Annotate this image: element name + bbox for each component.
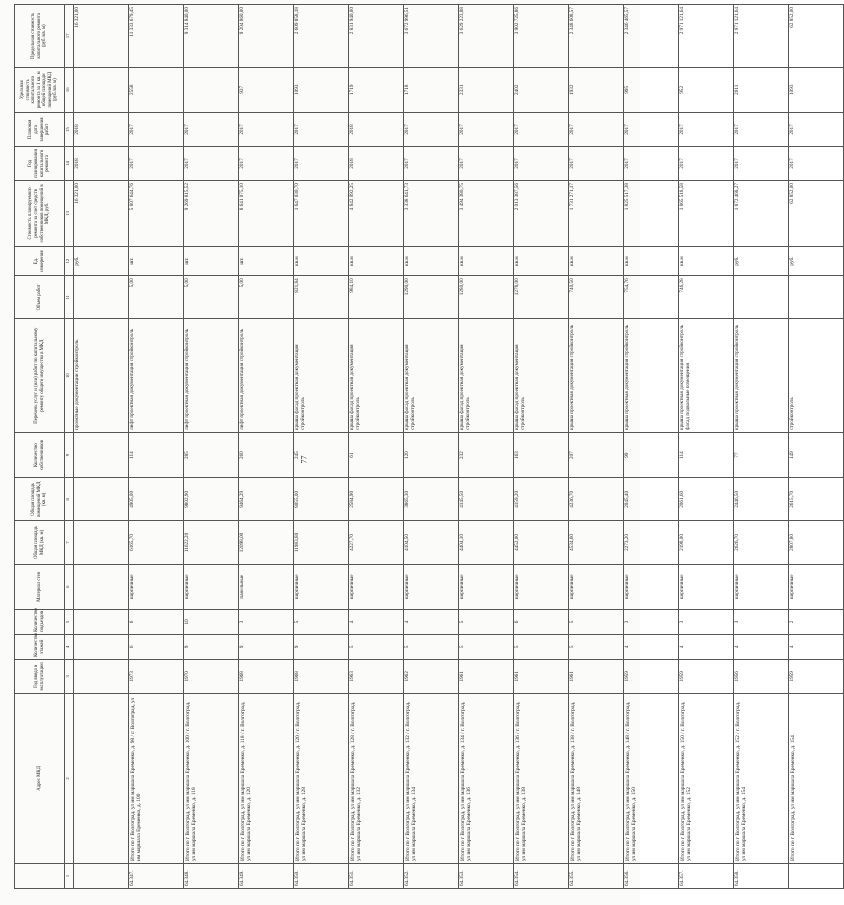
walls-cell: кирпичные <box>734 564 789 609</box>
volume-cell <box>74 276 129 319</box>
entrances-cell: 5 <box>569 609 624 634</box>
walls-cell: кирпичные <box>569 564 624 609</box>
entrances-cell: 4 <box>349 609 404 634</box>
walls-cell: кирпичные <box>294 564 349 609</box>
limit-cost-cell: 9 204 860,00 <box>239 5 294 68</box>
floors-cell: 4 <box>624 634 679 659</box>
walls-cell: кирпичные <box>514 564 569 609</box>
volume-cell: 746,28 <box>679 276 734 319</box>
limit-cost-cell: 2 346 465,57 <box>624 5 679 68</box>
year-repair-cell: 2018 <box>349 146 404 180</box>
limit-cost-cell: 11 333 679,45 <box>129 5 184 68</box>
header-no <box>15 864 65 889</box>
address-cell: Итого по г Волгоград, ул им маршала Еременко, д. 138 / г. Волгоград, ул им маршала Еременко, д. 148 <box>569 693 624 863</box>
works-cell: крыша проектная документация стройконтроль фасад подвальные помещения <box>679 319 734 432</box>
unit-cell: кв.м <box>624 246 679 276</box>
area-premises-cell: 2446,50 <box>734 478 789 521</box>
area-total-cell: 4452,00 <box>514 521 569 564</box>
year-repair-cell: 2017 <box>679 146 734 180</box>
plan-date-cell: 2017 <box>514 112 569 146</box>
cost-cell: 3 338 641,73 <box>404 181 459 247</box>
floors-cell: 5 <box>404 634 459 659</box>
row-number: 64.348. <box>184 864 239 889</box>
volume-cell: 754,76 <box>624 276 679 319</box>
header-unit: Ед. измерения <box>15 246 65 276</box>
specific-cost-cell: 1719 <box>349 67 404 112</box>
table-row <box>129 5 184 889</box>
unit-cell: кв.м <box>349 246 404 276</box>
address-cell: Итого по г Волгоград, ул им маршала Еременко, д. 154 <box>789 693 844 863</box>
specific-cost-cell: 1093 <box>294 67 349 112</box>
row-number <box>74 864 129 889</box>
unit-cell: шт. <box>184 246 239 276</box>
address-cell: Итого по г Волгоград, ул им маршала Еременко, д. 148 / г. Волгоград, ул им маршала Еременко, д. 150 <box>624 693 679 863</box>
works-cell: крыша фасад проектная документация стройконтроль <box>459 319 514 432</box>
floors-cell: 9 <box>184 634 239 659</box>
area-total-cell: 11983,80 <box>294 521 349 564</box>
row-number: 64.347. <box>129 864 184 889</box>
unit-cell: кв.м <box>459 246 514 276</box>
address-cell: Итого по г Волгоград, ул им маршала Еременко, д. 134 / г. Волгоград, ул им маршала Еременко, д. 136 <box>459 693 514 863</box>
volume-cell: 984,10 <box>349 276 404 319</box>
header-address: Адрес МКД <box>15 693 65 863</box>
table-row <box>624 5 679 889</box>
works-cell: крыша проектная документация стройконтроль <box>734 319 789 432</box>
column-number: 11 <box>65 276 74 319</box>
column-number-row <box>65 5 74 889</box>
walls-cell: кирпичные <box>624 564 679 609</box>
works-cell: крыша фасад проектная документация стройконтроль <box>349 319 404 432</box>
volume-cell: 5,00 <box>184 276 239 319</box>
walls-cell: кирпичные <box>184 564 239 609</box>
table-header-row <box>15 5 65 889</box>
area-premises-cell <box>74 478 129 521</box>
column-number: 3 <box>65 659 74 693</box>
area-premises-cell: 8055,00 <box>294 478 349 521</box>
plan-date-cell: 2017 <box>679 112 734 146</box>
limit-cost-cell: 2 971 121,64 <box>679 5 734 68</box>
year-cell <box>74 659 129 693</box>
volume-cell: 740,50 <box>569 276 624 319</box>
year-repair-cell: 2017 <box>789 146 844 180</box>
owners-cell: 149 <box>789 432 844 477</box>
column-number: 5 <box>65 609 74 634</box>
cost-cell: 16 321,00 <box>74 181 129 247</box>
column-number: 1 <box>65 864 74 889</box>
year-cell: 1961 <box>514 659 569 693</box>
area-total-cell: 4104,50 <box>404 521 459 564</box>
limit-cost-cell: 62 852,00 <box>789 5 844 68</box>
plan-date-cell: 2017 <box>459 112 514 146</box>
column-number: 14 <box>65 146 74 180</box>
walls-cell: кирпичные <box>404 564 459 609</box>
row-number: 64.352. <box>404 864 459 889</box>
area-total-cell: 2198,00 <box>679 521 734 564</box>
address-cell: Итого по г Волгоград, ул им маршала Еременко, д. 118 / г. Волгоград, ул им маршала Еременко, д. 120 <box>239 693 294 863</box>
table-row <box>239 5 294 889</box>
floors-cell: 9 <box>239 634 294 659</box>
row-number: 64.356. <box>624 864 679 889</box>
plan-date-cell: 2018 <box>74 112 129 146</box>
area-premises-cell: 4905,00 <box>129 478 184 521</box>
table-row <box>404 5 459 889</box>
owners-cell <box>74 432 129 477</box>
row-number: 64.349. <box>239 864 294 889</box>
walls-cell: кирпичные <box>679 564 734 609</box>
year-cell: 1968 <box>294 659 349 693</box>
limit-cost-cell: 2 971 121,64 <box>734 5 789 68</box>
floors-cell: 4 <box>789 634 844 659</box>
column-number: 7 <box>65 521 74 564</box>
address-cell: Итого по г Волгоград, ул им маршала Еременко, д. 152 / г. Волгоград, ул им маршала Еременко, д. 154 <box>734 693 789 863</box>
entrances-cell: 10 <box>184 609 239 634</box>
area-total-cell: 6165,70 <box>129 521 184 564</box>
owners-cell: 61 <box>349 432 404 477</box>
volume-cell <box>789 276 844 319</box>
year-repair-cell: 2017 <box>459 146 514 180</box>
volume-cell: 5,00 <box>239 276 294 319</box>
table-row <box>679 5 734 889</box>
column-number: 6 <box>65 564 74 609</box>
page-number: 77 <box>299 455 309 464</box>
owners-cell: 120 <box>404 432 459 477</box>
entrances-cell: 4 <box>404 609 459 634</box>
works-cell: лифт проектная документация стройконтроль <box>184 319 239 432</box>
area-premises-cell: 2584,90 <box>349 478 404 521</box>
walls-cell: кирпичные <box>349 564 404 609</box>
limit-cost-cell: 2 831 940,00 <box>349 5 404 68</box>
specific-cost-cell: 1718 <box>404 67 459 112</box>
unit-cell: руб. <box>734 246 789 276</box>
walls-cell: кирпичные <box>459 564 514 609</box>
address-cell <box>74 693 129 863</box>
entrances-cell: 2 <box>789 609 844 634</box>
row-number <box>789 864 844 889</box>
header-limit-cost: Предельная стоимость капитального ремонта (руб./кв. м) <box>15 5 65 68</box>
unit-cell: кв.м <box>294 246 349 276</box>
works-cell: лифт проектная документация стройконтроль <box>129 319 184 432</box>
cost-cell: 1 647 030,70 <box>294 181 349 247</box>
floors-cell: 6 <box>129 634 184 659</box>
address-cell: Итого по г Волгоград, ул им маршала Еременко, д. 136 / г. Волгоград, ул им маршала Еременко, д. 138 <box>514 693 569 863</box>
entrances-cell: 3 <box>734 609 789 634</box>
floors-cell: 4 <box>679 634 734 659</box>
walls-cell: кирпичные <box>789 564 844 609</box>
owners-cell: 245 <box>294 432 349 477</box>
rotated-table-wrapper <box>14 4 796 889</box>
header-area-premises: Общая площадь помещений МКД (кв. м) <box>15 478 65 521</box>
area-total-cell: 2807,80 <box>789 521 844 564</box>
unit-cell: кв.м <box>404 246 459 276</box>
limit-cost-cell: 3 902 725,86 <box>514 5 569 68</box>
area-total-cell: 4404,10 <box>459 521 514 564</box>
cost-cell: 1 865 518,58 <box>679 181 734 247</box>
unit-cell: кв.м <box>514 246 569 276</box>
plan-date-cell: 2017 <box>569 112 624 146</box>
works-cell: крыша фасад проектная документация стройконтроль <box>404 319 459 432</box>
plan-date-cell: 2017 <box>734 112 789 146</box>
header-works: Перечень услуг и (или) работ по капитальному ремонту общего имущества в МКД <box>15 319 65 432</box>
volume-cell <box>734 276 789 319</box>
plan-date-cell: 2017 <box>404 112 459 146</box>
address-cell: Итого по г Волгоград, ул им маршала Еременко, д. 98 / г. Волгоград, ул им маршала Еременко, д. 100 <box>129 693 184 863</box>
row-number: 64.358. <box>734 864 789 889</box>
column-number: 15 <box>65 112 74 146</box>
plan-date-cell: 2018 <box>349 112 404 146</box>
entrances-cell: 5 <box>459 609 514 634</box>
header-entrances: Количество подъездов <box>15 609 65 634</box>
plan-date-cell: 2017 <box>129 112 184 146</box>
year-cell: 1968 <box>239 659 294 693</box>
area-premises-cell: 4145,50 <box>459 478 514 521</box>
limit-cost-cell: 16 321,00 <box>74 5 129 68</box>
header-specific-cost: Удельная стоимость капитального ремонта за 1 кв. м общей площади помещений МКД (руб./кв. м) <box>15 67 65 112</box>
entrances-cell <box>74 609 129 634</box>
plan-date-cell: 2017 <box>789 112 844 146</box>
area-total-cell: 2626,70 <box>734 521 789 564</box>
column-number: 12 <box>65 246 74 276</box>
area-total-cell: 4534,60 <box>569 521 624 564</box>
works-cell: крыша фасад проектная документация стройконтроль <box>294 319 349 432</box>
table-row <box>184 5 239 889</box>
unit-cell: кв.м <box>569 246 624 276</box>
owners-cell: 114 <box>129 432 184 477</box>
table-row <box>734 5 789 889</box>
cost-cell: 1 825 517,38 <box>624 181 679 247</box>
entrances-cell: 6 <box>129 609 184 634</box>
column-number: 16 <box>65 67 74 112</box>
unit-cell: шт. <box>239 246 294 276</box>
owners-cell: 207 <box>569 432 624 477</box>
table-row <box>349 5 404 889</box>
owners-cell: 285 <box>184 432 239 477</box>
header-volume: Объем работ <box>15 276 65 319</box>
area-premises-cell: 2045,40 <box>624 478 679 521</box>
area-total-cell: 4227,70 <box>349 521 404 564</box>
address-cell: Итого по г Волгоград, ул им маршала Еременко, д. 128 / г. Волгоград, ул им маршала Еременко, д. 132 <box>349 693 404 863</box>
area-total-cell <box>74 521 129 564</box>
entrances-cell: 5 <box>294 609 349 634</box>
plan-date-cell: 2017 <box>184 112 239 146</box>
cost-cell: 9 269 815,52 <box>184 181 239 247</box>
column-number: 13 <box>65 181 74 247</box>
floors-cell: 5 <box>459 634 514 659</box>
year-cell: 1970 <box>184 659 239 693</box>
cost-cell: 2 013 387,56 <box>514 181 569 247</box>
specific-cost-cell: 937 <box>239 67 294 112</box>
plan-date-cell: 2017 <box>239 112 294 146</box>
floors-cell: 5 <box>349 634 404 659</box>
column-number: 8 <box>65 478 74 521</box>
specific-cost-cell <box>74 67 129 112</box>
year-repair-cell: 2017 <box>734 146 789 180</box>
area-total-cell: 12098,00 <box>239 521 294 564</box>
cost-cell: 5 807 644,76 <box>129 181 184 247</box>
header-floors: Количество этажей <box>15 634 65 659</box>
header-area-total: Общая площадь МКД (кв. м) <box>15 521 65 564</box>
year-cell: 1959 <box>789 659 844 693</box>
owners-cell: 163 <box>514 432 569 477</box>
year-repair-cell: 2017 <box>404 146 459 180</box>
year-cell: 1956 <box>734 659 789 693</box>
works-cell: крыша проектная документация стройконтроль <box>624 319 679 432</box>
column-number: 9 <box>65 432 74 477</box>
header-year: Год ввода в эксплуатацию <box>15 659 65 693</box>
area-premises-cell: 2061,60 <box>679 478 734 521</box>
table-row <box>74 5 129 889</box>
works-cell: стройконтроль <box>789 319 844 432</box>
area-premises-cell: 4236,70 <box>569 478 624 521</box>
header-cost: Стоимость планируемого ремонта за счет средств собственников помещений в МКД, руб. <box>15 181 65 247</box>
cost-cell: 1 731 271,17 <box>569 181 624 247</box>
limit-cost-cell: 2 348 608,57 <box>569 5 624 68</box>
address-cell: Итого по г Волгоград, ул им маршала Еременко, д. 100 / г. Волгоград, ул им маршала Еременко, д. 118 <box>184 693 239 863</box>
entrances-cell: 3 <box>624 609 679 634</box>
cost-cell: 3 494 380,75 <box>459 181 514 247</box>
floors-cell: 5 <box>569 634 624 659</box>
entrances-cell: 3 <box>239 609 294 634</box>
area-premises-cell: 3865,30 <box>404 478 459 521</box>
works-cell: проектные документации стройконтроль <box>74 319 129 432</box>
year-repair-cell: 2017 <box>514 146 569 180</box>
specific-cost-cell: 2011 <box>734 67 789 112</box>
year-cell: 1961 <box>459 659 514 693</box>
area-total-cell: 11622,20 <box>184 521 239 564</box>
volume-cell: 1290,00 <box>404 276 459 319</box>
unit-cell: кв.м <box>679 246 734 276</box>
area-total-cell: 2273,20 <box>624 521 679 564</box>
plan-date-cell: 2017 <box>294 112 349 146</box>
volume-cell: 1280,00 <box>459 276 514 319</box>
entrances-cell: 6 <box>514 609 569 634</box>
limit-cost-cell: 9 314 840,00 <box>184 5 239 68</box>
header-walls: Материал стен <box>15 564 65 609</box>
walls-cell: панельные <box>239 564 294 609</box>
volume-cell: 821,84 <box>294 276 349 319</box>
area-premises-cell: 9464,29 <box>239 478 294 521</box>
works-cell: лифт проектная документация стройконтроль <box>239 319 294 432</box>
address-cell: Итого по г Волгоград, ул им маршала Еременко, д. 150 / г. Волгоград, ул им маршала Еременко, д. 152 <box>679 693 734 863</box>
table-row <box>514 5 569 889</box>
header-plan-date: Плановая дата завершения работ <box>15 112 65 146</box>
cost-cell: 4 842 092,25 <box>349 181 404 247</box>
area-premises-cell: 2615,70 <box>789 478 844 521</box>
year-repair-cell: 2017 <box>569 146 624 180</box>
row-number: 64.350. <box>294 864 349 889</box>
year-cell: 1962 <box>404 659 459 693</box>
specific-cost-cell: 2402 <box>514 67 569 112</box>
specific-cost-cell <box>184 67 239 112</box>
works-cell: крыша проектная документация стройконтроль <box>569 319 624 432</box>
cost-cell: 8 641 075,10 <box>239 181 294 247</box>
cost-cell: 1 872 468,27 <box>734 181 789 247</box>
row-number: 64.357. <box>679 864 734 889</box>
specific-cost-cell: 2331 <box>459 67 514 112</box>
year-repair-cell: 2017 <box>129 146 184 180</box>
row-number: 64.351. <box>349 864 404 889</box>
unit-cell: шт. <box>129 246 184 276</box>
unit-cell: руб. <box>789 246 844 276</box>
owners-cell: 114 <box>679 432 734 477</box>
walls-cell <box>74 564 129 609</box>
column-number: 10 <box>65 319 74 432</box>
year-cell: 1973 <box>129 659 184 693</box>
header-owners: Количество собственников <box>15 432 65 477</box>
year-repair-cell: 2017 <box>624 146 679 180</box>
floors-cell: 4 <box>734 634 789 659</box>
owners-cell: 77 <box>734 432 789 477</box>
owners-cell: 99 <box>624 432 679 477</box>
entrances-cell: 3 <box>679 609 734 634</box>
row-number: 64.354. <box>514 864 569 889</box>
row-number: 64.355. <box>569 864 624 889</box>
walls-cell: кирпичные <box>129 564 184 609</box>
column-number: 17 <box>65 5 74 68</box>
specific-cost-cell: 952 <box>679 67 734 112</box>
table-row <box>294 5 349 889</box>
year-repair-cell: 2018 <box>74 146 129 180</box>
table-row <box>459 5 514 889</box>
works-cell: крыша фасад проектная документация стройконтроль <box>514 319 569 432</box>
volume-cell: 1278,00 <box>514 276 569 319</box>
address-cell: Итого по г Волгоград, ул им маршала Еременко, д. 132 / г. Волгоград, ул им маршала Еременко, д. 134 <box>404 693 459 863</box>
address-cell: Итого по г Волгоград, ул им маршала Еременко, д. 120 / г. Волгоград, ул им маршала Еременко, д. 128 <box>294 693 349 863</box>
limit-cost-cell: 3 629 223,88 <box>459 5 514 68</box>
floors-cell <box>74 634 129 659</box>
table-row <box>569 5 624 889</box>
cost-cell: 62 852,00 <box>789 181 844 247</box>
unit-cell: руб. <box>74 246 129 276</box>
owners-cell: 232 <box>459 432 514 477</box>
column-number: 2 <box>65 693 74 863</box>
year-cell: 1961 <box>569 659 624 693</box>
owners-cell: 260 <box>239 432 294 477</box>
specific-cost-cell: 1932 <box>569 67 624 112</box>
year-repair-cell: 2017 <box>294 146 349 180</box>
specific-cost-cell: 1093 <box>789 67 844 112</box>
area-premises-cell: 4159,20 <box>514 478 569 521</box>
year-cell: 1963 <box>349 659 404 693</box>
volume-cell: 5,00 <box>129 276 184 319</box>
row-number: 64.353. <box>459 864 514 889</box>
limit-cost-cell: 2 609 858,18 <box>294 5 349 68</box>
floors-cell: 9 <box>294 634 349 659</box>
specific-cost-cell: 2558 <box>129 67 184 112</box>
year-repair-cell: 2017 <box>239 146 294 180</box>
specific-cost-cell: 995 <box>624 67 679 112</box>
plan-date-cell: 2017 <box>624 112 679 146</box>
repair-table <box>14 4 844 889</box>
year-repair-cell: 2017 <box>184 146 239 180</box>
column-number: 4 <box>65 634 74 659</box>
year-cell: 1959 <box>679 659 734 693</box>
table-row <box>789 5 844 889</box>
year-cell: 1959 <box>624 659 679 693</box>
area-premises-cell: 9802,90 <box>184 478 239 521</box>
header-year-repair: Год планирования капитального ремонта <box>15 146 65 180</box>
limit-cost-cell: 3 672 996,51 <box>404 5 459 68</box>
floors-cell: 5 <box>514 634 569 659</box>
